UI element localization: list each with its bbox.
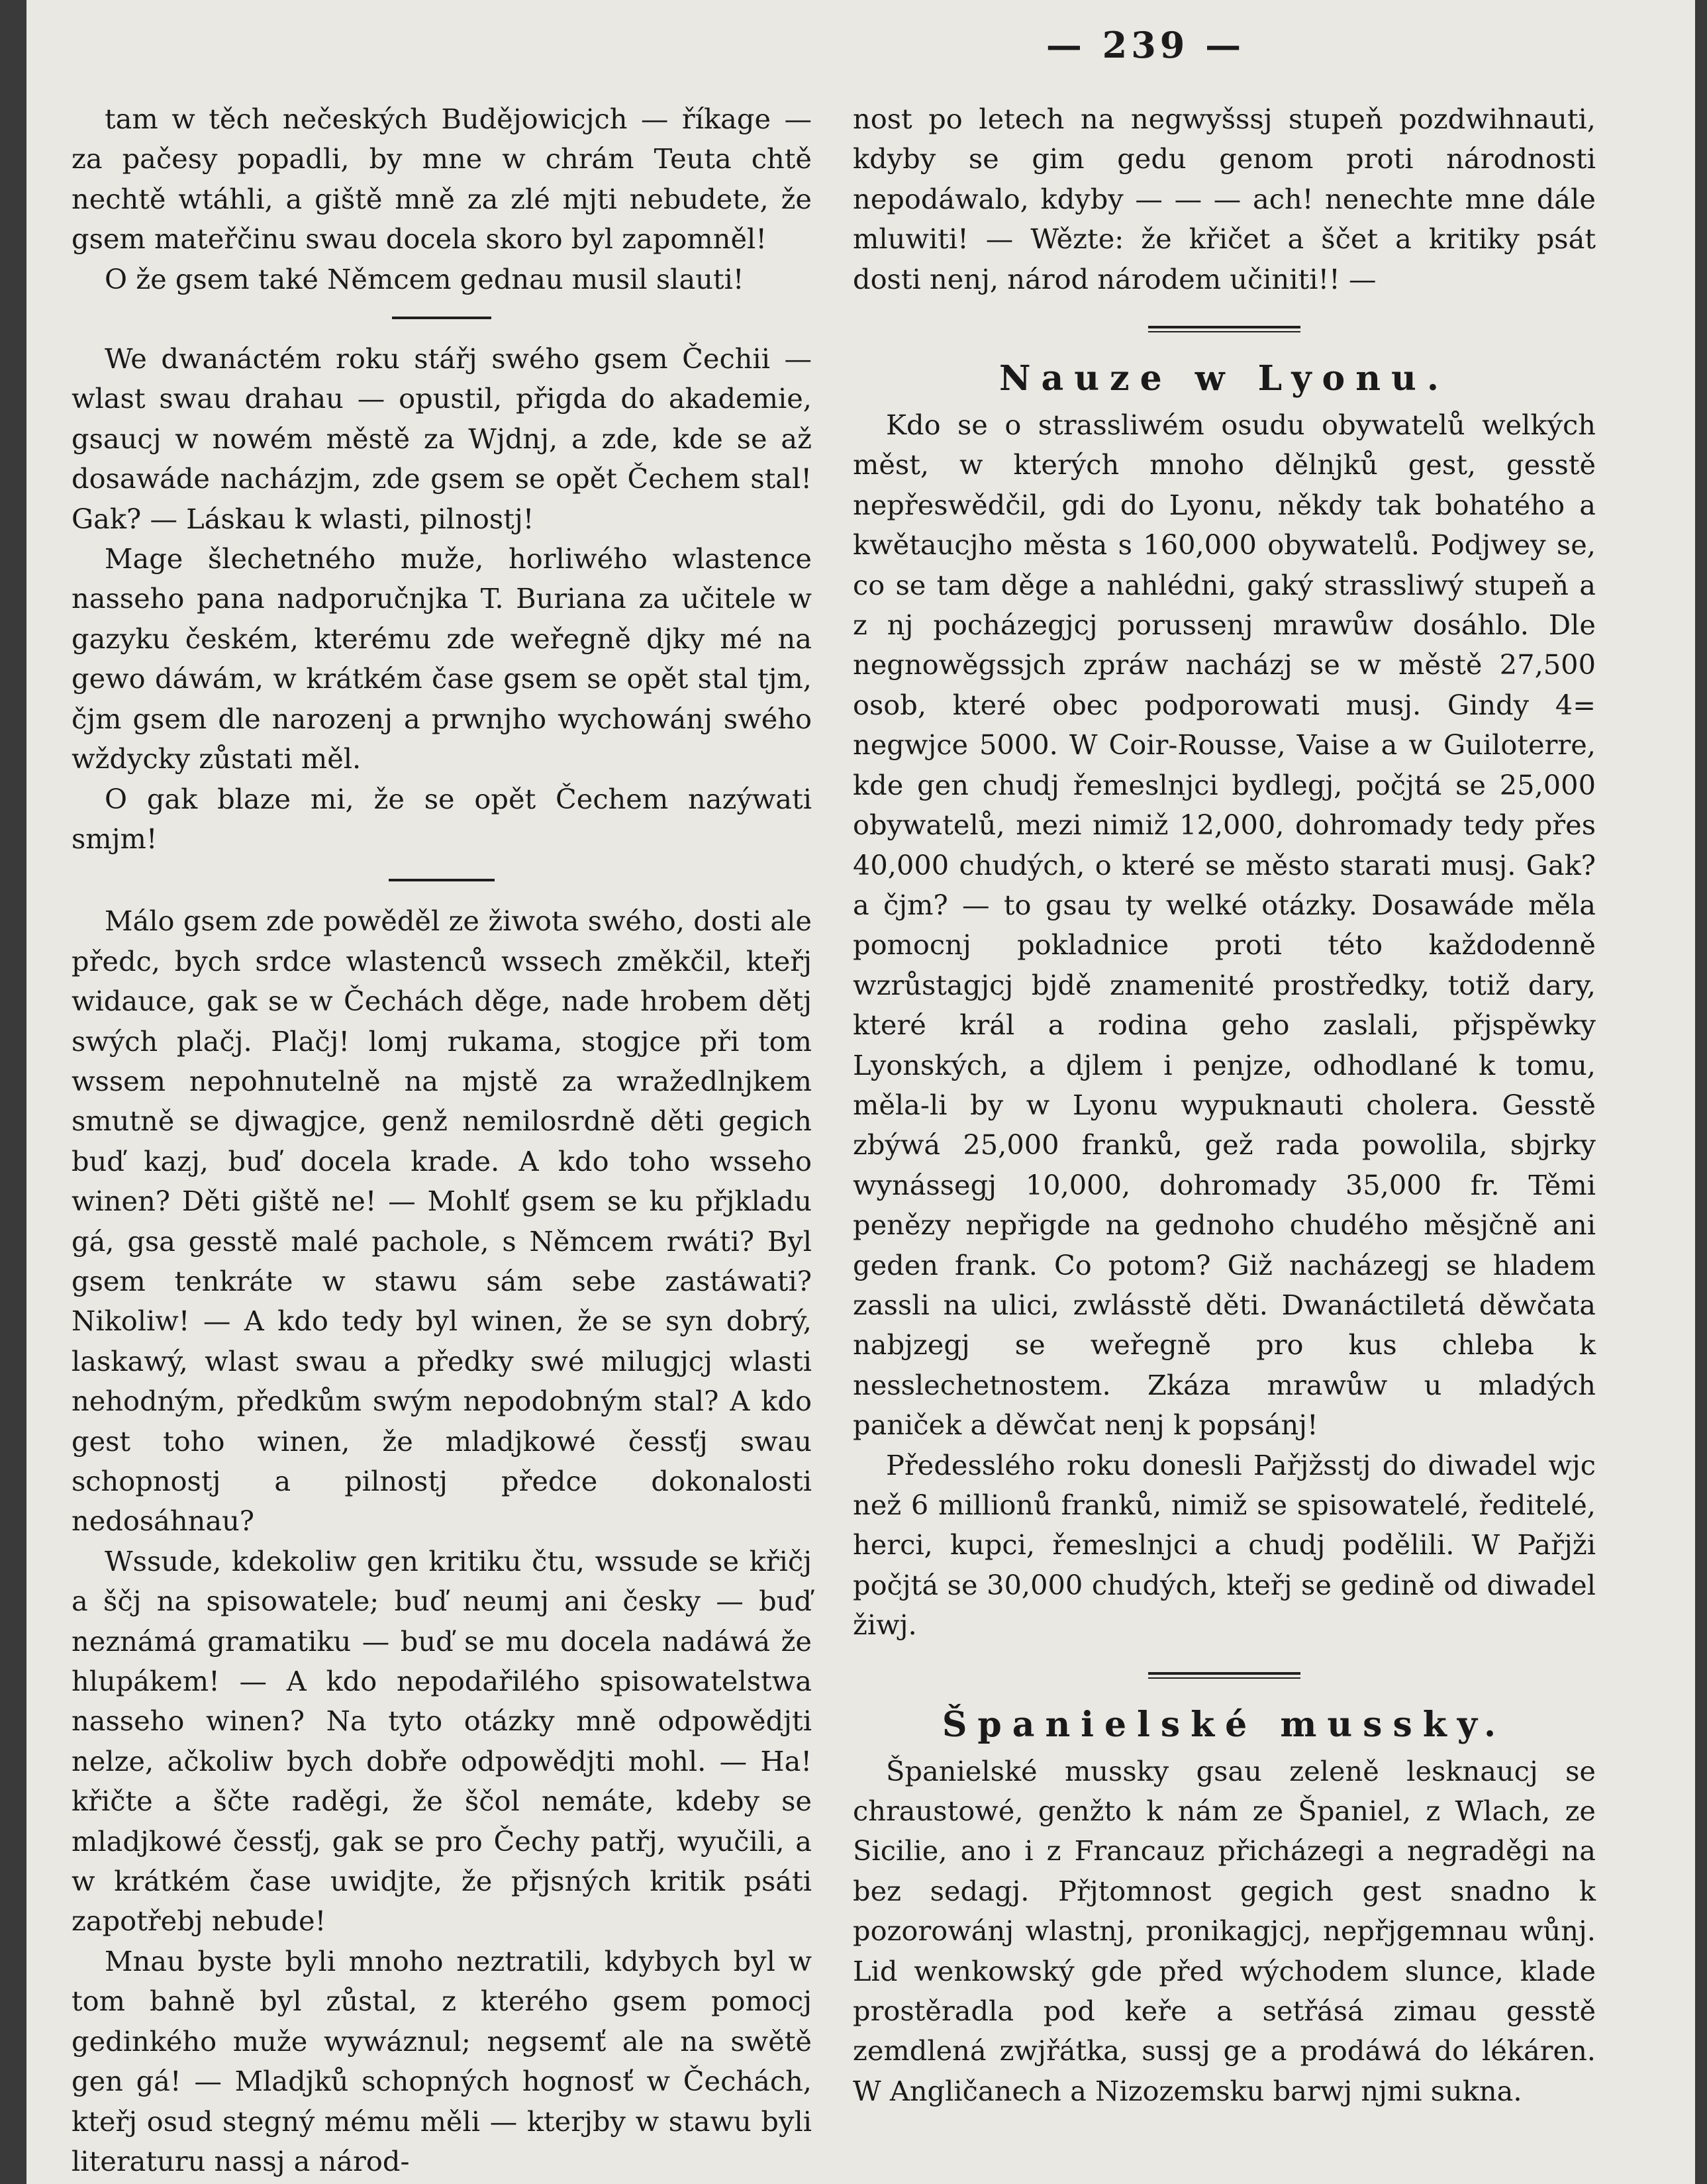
section-divider-thin	[1148, 331, 1300, 332]
article-title-spanish-flies: Španielské mussky.	[942, 1704, 1507, 1745]
section-divider	[389, 879, 495, 881]
lyon-paragraph-1: Kdo se o strassliwém osudu obywatelů welkých měst, w kterých mnoho dělnjků gest, gesstě nepřeswědčil, gdi do Lyonu, někdy tak bohatého a kwětaucjho města s 160,000 obywatelů. Podjwey se, co se tam děge a nahlédni, gaký strassliwý stupeň a z nj pocházegjcj porussenj mrawůw dosáhlo. Dle negnowěgssjch zpráw nacházj se w městě 27,500 osob, které obec podporowati musj. Gindy 4= negwjce 5000. W Coir-Rousse, Vaise a w Guiloterre, kde gen chudj řemeslnjci bydlegj, počjtá se 25,000 obywatelů, mezi nimiž 12,000, dohromady tedy přes 40,000 chudých, o které se město starati musj. Gak? a čjm? — to gsau ty welké otázky. Dosawáde měla pomocnj pokladnice proti této každodenně wzrůstagjcj bjdě znamenité prostředky, totiž dary, které král a rodina geho zaslali, přjspěwky Lyonských, a djlem i penjze, odhodlané k tomu, měla-li by w Lyonu wypuknauti cholera. Gesstě zbýwá 25,000 franků, gež rada powolila, sbjrky wynássegj 10,000, dohromady 35,000 fr. Těmi penězy nepřigde na gednoho chudého měsjčně ani geden frank. Co potom? Giž nacházegj se hladem zassli na ulici, zwlásstě děti. Dwanáctiletá děwčata nabjzegj se weřegně pro kus chleba k nesslechetnostem. Zkáza mrawůw u mladých paniček a děwčat nenj k popsánj!	[853, 409, 1596, 1442]
section-divider-thick	[1148, 326, 1300, 328]
left-paragraph-5: O gak blaze mi, že se opět Čechem nazýwati smjm!	[72, 782, 812, 855]
section-divider-thin	[1148, 1677, 1300, 1679]
right-column	[853, 99, 1596, 2111]
article-title-lyon: Nauze w Lyonu.	[999, 358, 1449, 399]
left-column	[72, 99, 812, 2181]
left-paragraph-7: Wssude, kdekoliw gen kritiku čtu, wssude se křičj a ščj na spisowatele; buď neumj ani česky — buď neznámá gramatiku — buď se mu docela nadáwá že hlupákem! — A kdo nepodařilého spisowatelstwa nasseho winen? Na tyto otázky mně odpowědjti nelze, ačkoliw bych dobře odpowědjti mohl. — Ha! křičte a ščte raděgi, že ščol nemáte, kdeby se mladjkowé čessťj, gak se pro Čechy patřj, wyučili, a w krátkém čase uwidjte, že přjsných kritik psáti zapotřebj nebude!	[72, 1544, 812, 1938]
left-paragraph-1: tam w těch nečeských Budějowicjch — říkage — za pačesy popadli, by mne w chrám Teuta chtě nechtě wtáhli, a giště mně za zlé mjti nebudete, že gsem mateřčinu swau docela skoro byl zapomněl!	[72, 103, 812, 256]
left-paragraph-6: Málo gsem zde powěděl ze žiwota swého, dosti ale předc, bych srdce wlastenců wssech změkčil, kteřj widauce, gak se w Čechách děge, nade hrobem dětj swých plačj. Plačj! lomj rukama, stogjce při tom wssem nepohnutelně na mjstě za wražedlnjkem smutně se djwagjce, genž nemilosrdně děti gegich buď kazj, buď docela krade. A kdo toho wsseho winen? Děti giště ne! — Mohlť gsem se ku přjkladu gá, gsa gesstě malé pachole, s Němcem rwáti? Byl gsem tenkráte w stawu sám sebe zastáwati? Nikoliw! — A kdo tedy byl winen, že se syn dobrý, laskawý, wlast swau a předky swé milugjcj wlasti nehodným, předkům swým nepodobným stal? A kdo gest toho winen, že mladjkowé čessťj swau schopnostj a pilnostj předce dokonalosti nedosáhnau?	[72, 905, 812, 1538]
section-divider-thick	[1148, 1672, 1300, 1675]
lyon-paragraph-2: Předesslého roku donesli Pařjžsstj do diwadel wjc než 6 millionů franků, nimiž se spisowatelé, ředitelé, herci, kupci, řemeslnjci a chudj podělili. W Pařjži počjtá se 30,000 chudých, kteřj se gedině od diwadel žiwj.	[853, 1448, 1596, 1642]
left-paragraph-2: O že gsem také Němcem gednau musil slauti!	[105, 262, 744, 295]
spanish-flies-paragraph-1: Španielské mussky gsau zeleně lesknaucj se chraustowé, genžto k nám ze Španiel, z Wlach, ze Sicilie, ano i z Francauz přicházegi a negraděgi na bez sedagj. Přjtomnost gegich gest snadno k pozorowánj wlastnj, pronikagjcj, nepřjgemnau wůnj. Lid wenkowský gde před wýchodem slunce, klade prostěradla pod keře a setřásá zimau gesstě zemdlená zwjřátka, sussj ge a prodáwá do lékáren. W Angličanech a Nizozemsku barwj njmi sukna.	[853, 1754, 1596, 2107]
page-header	[26, 24, 1695, 77]
newspaper-page	[26, 0, 1695, 2184]
left-paragraph-3: We dwanáctém roku stářj swého gsem Čechii — wlast swau drahau — opustil, přigda do akademie, gsaucj w nowém městě za Wjdnj, a zde, kde se až dosawáde nacházjm, zde gsem se opět Čechem stal! Gak? — Láskau k wlasti, pilnostj!	[72, 342, 812, 535]
right-intro-paragraph: nost po letech na negwyšssj stupeň pozdwihnauti, kdyby se gim gedu genom proti národnosti nepodáwalo, kdyby — — — ach! nenechte mne dále mluwiti! — Wězte: že křičet a ščet a kritiky psát dosti nenj, národ národem učiniti!! —	[853, 103, 1596, 295]
left-paragraph-4: Mage šlechetného muže, horliwého wlastence nasseho pana nadporučnjka T. Buriana za učitele w gazyku českém, kterému zde weřegně djky mé na gewo dáwám, w krátkém čase gsem se opět stal tjm, čjm gsem dle narozenj a prwnjho wychowánj swého wždycky zůstati měl.	[72, 542, 812, 775]
page-number: — 239 —	[1046, 24, 1245, 66]
section-divider	[392, 317, 491, 319]
left-paragraph-8: Mnau byste byli mnoho neztratili, kdybych byl w tom bahně byl zůstal, z kterého gsem pomocj gedinkého muže wywáznul; negsemť ale na swětě gen gá! — Mladjků schopných hognosť w Čechách, kteřj osud stegný mému měli — kterjby w stawu byli literaturu nassj a národ-	[72, 1944, 812, 2177]
